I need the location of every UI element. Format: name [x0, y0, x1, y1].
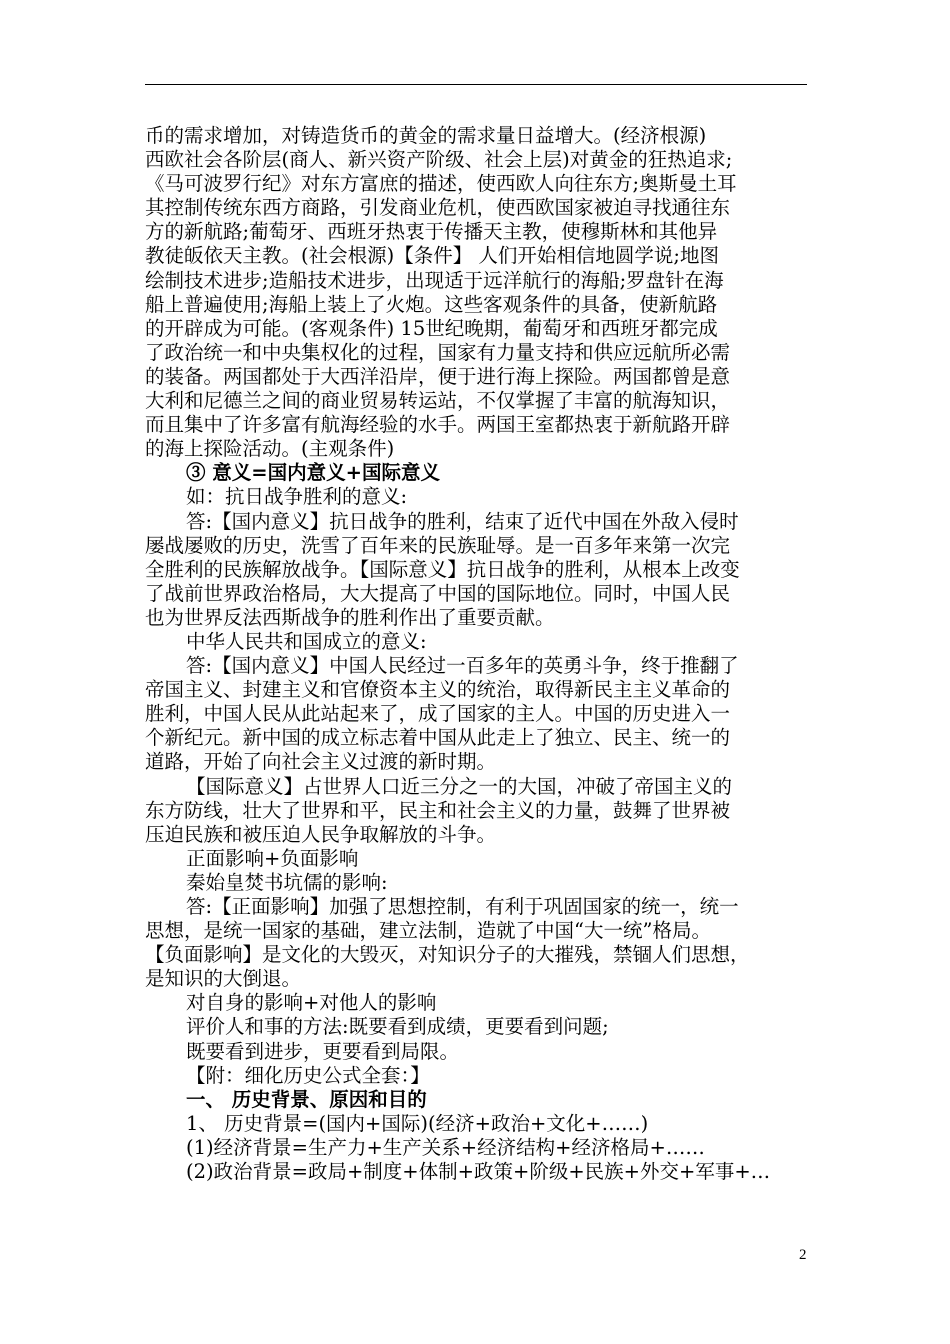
page-number: 2 — [799, 1247, 807, 1263]
section-heading: ③ 意义=国内意义+国际意义 — [186, 461, 440, 485]
text-line: 个新纪元。新中国的成立标志着中国从此走上了独立、民主、统一的 — [145, 726, 731, 750]
text-line: (1)经济背景=生产力+生产关系+经济结构+经济格局+…… — [186, 1135, 705, 1159]
text-line: 教徒皈依天主教。(社会根源)【条件】 人们开始相信地圆学说;地图 — [145, 244, 719, 268]
header-rule — [145, 84, 807, 85]
text-line: 的海上探险活动。(主观条件) — [145, 437, 395, 461]
text-line: 船上普遍使用;海船上装上了火炮。这些客观条件的具备，使新航路 — [145, 292, 718, 316]
text-line: 答:【正面影响】加强了思想控制，有利于巩固国家的统一，统一 — [186, 895, 739, 918]
text-line: 大利和尼德兰之间的商业贸易转运站，不仅掌握了丰富的航海知识， — [145, 389, 731, 413]
text-line: 其控制传统东西方商路，引发商业危机，使西欧国家被迫寻找通往东 — [145, 196, 731, 220]
text-line: 压迫民族和被压迫人民争取解放的斗争。 — [145, 822, 497, 846]
text-line: 胜利，中国人民从此站起来了，成了国家的主人。中国的历史进入一 — [145, 702, 731, 726]
text-line: 既要看到进步，更要看到局限。 — [186, 1039, 460, 1063]
text-line: 评价人和事的方法:既要看到成绩，更要看到问题; — [186, 1015, 609, 1039]
text-line: 是知识的大倒退。 — [145, 967, 302, 991]
text-line: 屡战屡败的历史，洗雪了百年来的民族耻辱。是一百多年来第一次完 — [145, 533, 731, 557]
text-line: 【国际意义】占世界人口近三分之一的大国，冲破了帝国主义的 — [186, 774, 733, 798]
text-line: 中华人民共和国成立的意义: — [186, 629, 427, 653]
text-line: 道路，开始了向社会主义过渡的新时期。 — [145, 750, 497, 774]
body-text — [145, 124, 815, 1184]
text-line: 了战前世界政治格局，大大提高了中国的国际地位。同时，中国人民 — [145, 581, 731, 605]
text-line: 也为世界反法西斯战争的胜利作出了重要贡献。 — [145, 605, 555, 629]
text-line: 西欧社会各阶层(商人、新兴资产阶级、社会上层)对黄金的狂热追求; — [145, 148, 733, 172]
text-line: 秦始皇焚书坑儒的影响: — [186, 870, 388, 894]
text-line: 答:【国内意义】抗日战争的胜利，结束了近代中国在外敌入侵时 — [186, 509, 739, 533]
text-line: 1、 历史背景=(国内+国际)(经济+政治+文化+……) — [186, 1111, 649, 1135]
text-line: 正面影响+负面影响 — [186, 846, 359, 870]
text-line: 方的新航路;葡萄牙、西班牙热衷于传播天主教，使穆斯林和其他异 — [145, 220, 718, 244]
text-line: 东方防线，壮大了世界和平，民主和社会主义的力量，鼓舞了世界被 — [145, 798, 731, 822]
text-line: 【附：细化历史公式全套：】 — [186, 1063, 430, 1087]
text-line: 绘制技术进步;造船技术进步，出现适于远洋航行的海船;罗盘针在海 — [145, 268, 724, 292]
text-line: 而且集中了许多富有航海经验的水手。两国王室都热衷于新航路开辟 — [145, 413, 731, 437]
text-line: 的开辟成为可能。(客观条件) 15世纪晚期，葡萄牙和西班牙都完成 — [145, 316, 718, 340]
text-line: 如：抗日战争胜利的意义: — [186, 485, 408, 509]
text-line: (2)政治背景=政局+制度+体制+政策+阶级+民族+外交+军事+… — [186, 1160, 771, 1184]
text-line: 《马可波罗行纪》对东方富庶的描述，使西欧人向往东方;奥斯曼土耳 — [145, 172, 737, 196]
text-line: 全胜利的民族解放战争。【国际意义】抗日战争的胜利，从根本上改变 — [145, 557, 740, 581]
text-line: 币的需求增加，对铸造货币的黄金的需求量日益增大。(经济根源) — [145, 124, 707, 147]
text-line: 了政治统一和中央集权化的过程，国家有力量支持和供应远航所必需 — [145, 340, 731, 364]
text-line: 的装备。两国都处于大西洋沿岸，便于进行海上探险。两国都曾是意 — [145, 364, 731, 388]
text-line: 思想，是统一国家的基础，建立法制，造就了中国“大一统”格局。 — [145, 919, 711, 943]
text-line: 答:【国内意义】中国人民经过一百多年的英勇斗争，终于推翻了 — [186, 654, 739, 678]
text-line: 帝国主义、封建主义和官僚资本主义的统治，取得新民主主义革命的 — [145, 678, 731, 702]
text-line: 对自身的影响+对他人的影响 — [186, 991, 437, 1015]
section-heading: 一、 历史背景、原因和目的 — [186, 1087, 427, 1111]
text-line: 【负面影响】是文化的大毁灭，对知识分子的大摧残，禁锢人们思想， — [145, 943, 750, 967]
